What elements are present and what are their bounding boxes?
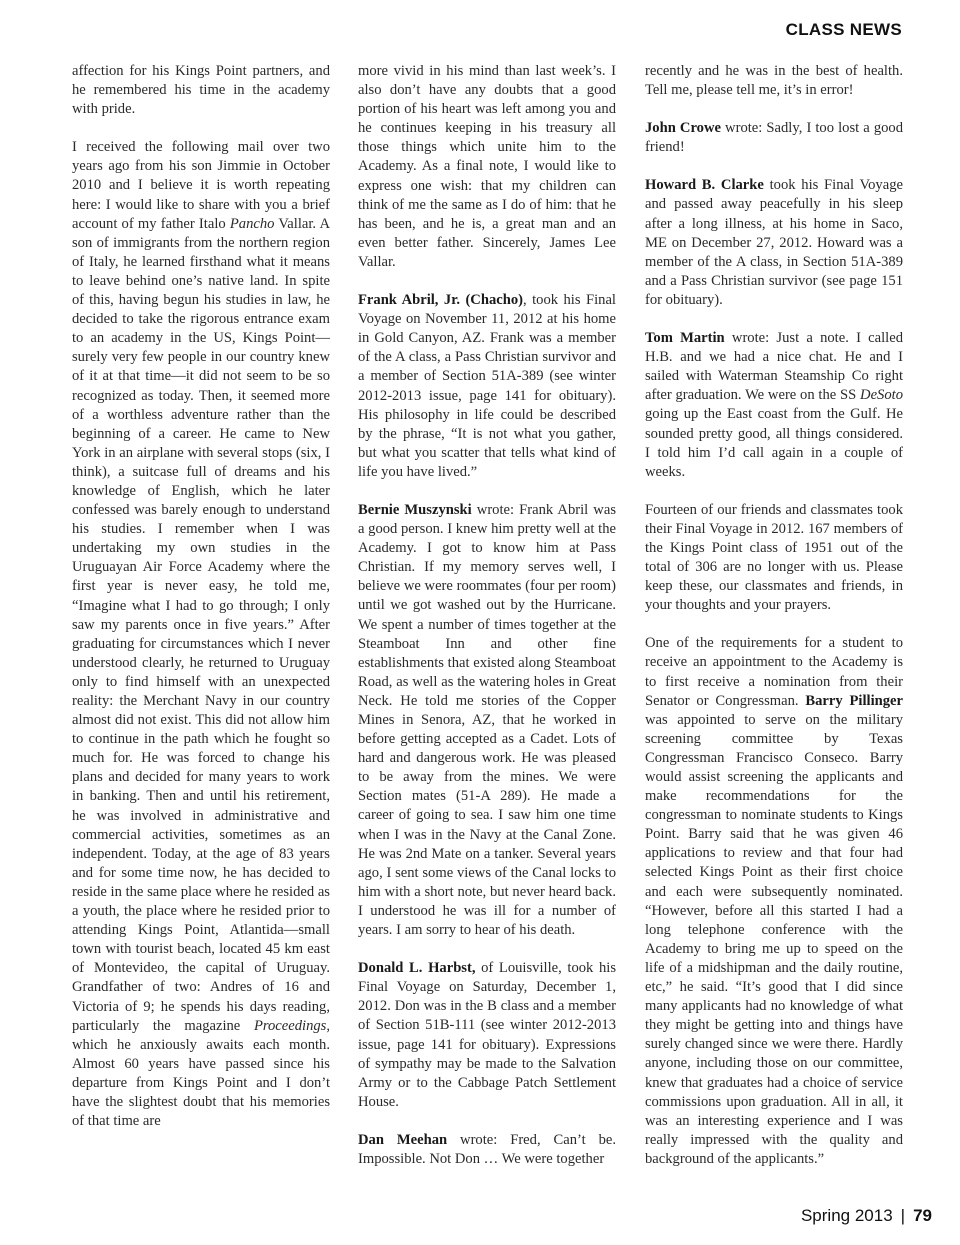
person-name: Bernie Muszynski	[358, 501, 472, 518]
person-name: Barry Pillinger	[805, 692, 904, 709]
paragraph: John Crowe wrote: Sadly, I too lost a good friend!	[645, 120, 904, 156]
footer-separator: |	[900, 1206, 906, 1225]
paragraph: One of the requirements for a student to receive an appointment to the Academy is to first receive a nomination from their Senator or Congressman. Barry Pillinger was appointed to serve on the military screening committee by Texas Congressman Francisco Conseco. Barry would assist screening the applicants and make recommendations for the congressman to nominate students to Kings Point. Barry said that he was given 46 applications to review and that four had selected Kings Point as their first choice and each were subsequently nominated. “However, before all this started I had a long telephone conference with the Academy to bring me up to speed on the life of a midshipman and the daily routine, etc,” he said. “It’s good that I did since many applicants had no knowledge of what they might be getting into and things have surely changed since we were there. Hardly anyone, including those on our committee, knew that graduates had a choice of service commissions upon graduation. All in all, it was an interesting experience and I was really impressed with the quality and background of the applicants.”	[645, 635, 904, 1167]
paragraph: Frank Abril, Jr. (Chacho), took his Final Voyage on November 11, 2012 at his home in Gold Canyon, AZ. Frank was a member of the A class, a Pass Christian survivor and a member of Section 51A-389 (see winter 2012-2013 issue, page 141 for obituary). His philosophy in life could be described by the phrase, “It is not what you gather, but what you scatter that tells what kind of life you have lived.”	[358, 292, 616, 480]
column-3	[645, 62, 903, 1169]
person-name: Howard B. Clarke	[645, 177, 764, 194]
issue-label: Spring 2013	[800, 1206, 893, 1225]
person-name: John Crowe	[645, 120, 721, 137]
paragraph: recently and he was in the best of health. Tell me, please tell me, it’s in error!	[645, 63, 903, 99]
paragraph: Howard B. Clarke took his Final Voyage and passed away peacefully in his sleep after a long illness, at his home in Saco, ME on December 27, 2012. Howard was a member of the A class, in Section 51A-389 and a Pass Christian survivor (see page 151 for obituary).	[645, 177, 903, 308]
person-name: Dan Meehan	[358, 1131, 448, 1148]
page-footer	[801, 1206, 932, 1226]
paragraph: Dan Meehan wrote: Fred, Can’t be. Impossible. Not Don … We were together	[358, 1131, 616, 1167]
paragraph: Donald L. Harbst, of Louisville, took his Final Voyage on Saturday, December 1, 2012. Don was in the B class and a member of Section 51B-111 (see winter 2012-2013 issue, page 141 for obituary). Expressions of sympathy may be made to the Salvation Army or to the Cabbage Patch Settlement House.	[358, 960, 616, 1110]
page-number: 79	[913, 1206, 932, 1225]
person-name: Donald L. Harbst,	[358, 960, 476, 977]
section-header: CLASS NEWS	[785, 20, 902, 39]
column-1	[72, 62, 330, 1131]
column-2	[358, 62, 616, 1169]
paragraph: I received the following mail over two years ago from his son Jimmie in October 2010 and I believe it is worth repeating here: I would like to share with you a brief account of my father Italo Pancho Vallar. A son of immigrants from the northern region of Italy, he learned firsthand what it means to leave behind one’s native land. In spite of this, having begun his studies in law, he decided to take the rigorous entrance exam to an academy in the US, Kings Point—surely very few people in our country knew of it at that time—it did not seem to be so recognized as today. Then, it seemed more of a worthless adventure rather than the beginning of a career. He came to New York in an airplane with several stops (six, I think), a suitcase full of dreams and his knowledge of English, which he later confessed was barely enough to understand his studies. I remember when I was undertaking my own studies in the Uruguayan Air Force Academy where the first year is never easy, he told me, “Imagine what I had to go through; I only saw my parents once in five years.” After graduating for circumstances which I never understood clearly, he returned to Uruguay only to find himself with an unexpected reality: the Merchant Navy in our country almost did not exist. This did not allow him to continue in the path which he fought so much for. He was forced to change his plans and decided for many years to work in banking. Then and until his retirement, he was involved in administrative and commercial activities, sometimes as an independent. Today, at the age of 83 years and for some time now, he has decided to reside in the same place where he resided as a youth, the place where he resided prior to attending Kings Point, Atlantida—small town with tourist beach, located 45 km east of Montevideo, the capital of Uruguay. Grandfather of two: Andres of 16 and Victoria of 9; he spends his days reading, particularly the magazine Proceedings, which he anxiously awaits each month. Almost 60 years have passed since his departure from Kings Point and I don’t have the slightest doubt that his memories of that time are	[72, 139, 330, 1130]
person-name: Frank Abril, Jr. (Chacho)	[358, 292, 524, 309]
paragraph: Bernie Muszynski wrote: Frank Abril was a good person. I knew him pretty well at the Academy. I got to know him at Pass Christian. If my memory serves well, I believe we were roommates (four per room) until we got washed out by the Hurricane. We spent a number of times together at the Steamboat Inn and other fine establishments that existed along Steamboat Road, as well as the watering holes in Great Neck. He told me stories of the Copper Mines in Senora, AZ, that he worked in before getting accepted as a Cadet. Lots of hard and dangerous work. He was pleased to be away from the mines. We were Section mates (51-A 289). He made a career of going to sea. I saw him one time when I was in the Navy at the Canal Zone. He was 2nd Mate on a tanker. Several years ago, I sent some views of the Canal locks to him with a short note, but never heard back. I understood he was ill for a number of years. I am sorry to hear of his death.	[358, 501, 617, 939]
paragraph: Tom Martin wrote: Just a note. I called H.B. and we had a nice chat. He and I sailed with Waterman Steamship Co right after graduation. We were on the SS DeSoto going up the East coast from the Gulf. He sounded pretty good, all things considered. I told him I’d call again in a couple of weeks.	[645, 330, 904, 480]
paragraph: Fourteen of our friends and classmates took their Final Voyage in 2012. 167 members of the Kings Point class of 1951 out of the total of 306 are no longer with us. Please keep these, our classmates and friends, in your thoughts and your prayers.	[645, 501, 903, 614]
person-name: Tom Martin	[645, 330, 725, 347]
paragraph: more vivid in his mind than last week’s. I also don’t have any doubts that a good portion of his heart was left among you and he continues keeping in his treasury all those things which unite him to the Academy. As a final note, I would like to express one wish: that my children can think of me the same as I do of him: that he has been, and he is, a great man and an even better father. Sincerely, James Lee Vallar.	[358, 63, 616, 270]
paragraph: affection for his Kings Point partners, and he remembered his time in the academy with pride.	[72, 63, 330, 118]
